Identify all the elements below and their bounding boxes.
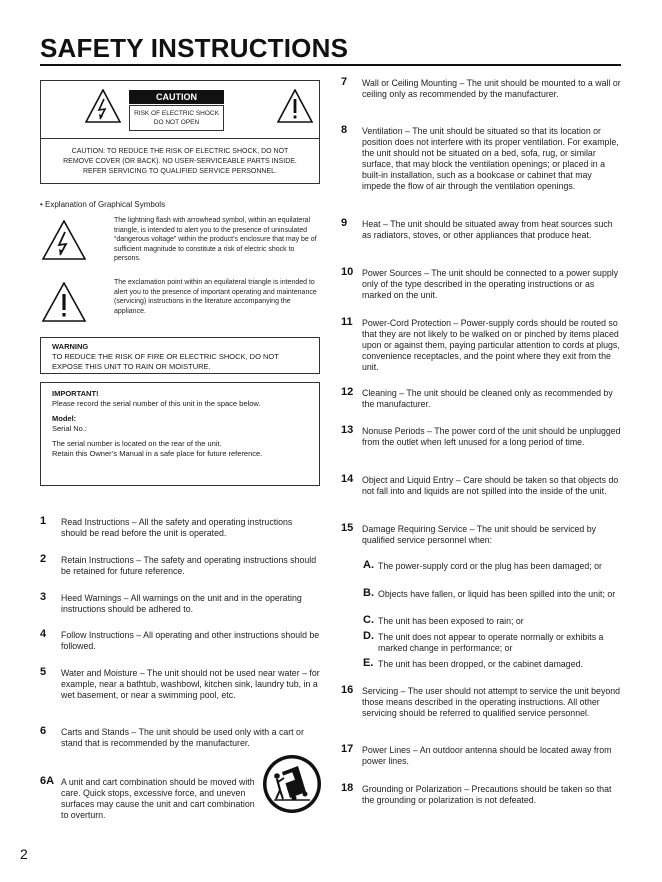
- item-text: Grounding or Polarization – Precautions should be taken so that the grounding or polarization is not defeated.: [362, 784, 612, 805]
- page-title: SAFETY INSTRUCTIONS: [40, 33, 349, 63]
- instruction-item: [341, 784, 621, 806]
- condition-letter: B.: [363, 587, 374, 599]
- important-text: Please record the serial number of this unit in the space below.: [52, 398, 261, 408]
- service-condition-item: [363, 616, 621, 627]
- caution-text-line2: REMOVE COVER (OR BACK). NO USER-SERVICEABLE PARTS INSIDE.: [63, 158, 297, 165]
- instruction-item: [40, 593, 310, 615]
- item-text: Heed Warnings – All warnings on the unit and in the operating instructions should be adhered to.: [61, 593, 302, 614]
- retain-manual-note: Retain this Owner’s Manual in a safe place for future reference.: [52, 448, 263, 458]
- condition-letter: D.: [363, 630, 374, 642]
- item-text: Water and Moisture – The unit should not be used near water – for example, near a bathtub, washbowl, kitchen sink, laundry tub, in a wet basement, or near a swimming pool, etc.: [61, 668, 320, 700]
- instruction-item: [341, 475, 621, 497]
- condition-text: The unit has been dropped, or the cabinet damaged.: [378, 659, 583, 669]
- item-text: Damage Requiring Service – The unit should be serviced by qualified service personnel when:: [362, 524, 597, 545]
- caution-symbols-row: [41, 81, 319, 139]
- item-number: 7: [341, 76, 348, 88]
- item-text: Power Sources – The unit should be connected to a power supply only of the type described in the operating instructions or as marked on the unit.: [362, 268, 619, 300]
- service-condition-item: [363, 561, 621, 572]
- item-text: Servicing – The user should not attempt to service the unit beyond those means described in the operating instructions. All other servicing should be referred to qualified service personnel.: [362, 686, 621, 718]
- item-text: Read Instructions – All the safety and operating instructions should be read before the unit is operated.: [61, 517, 293, 538]
- lightning-symbol-explanation: The lightning flash with arrowhead symbol, within an equilateral triangle, is intended to alert you to the presence of uninsulated “dangerous voltage” within the product’s enclosure that may be of sufficient magnitude to constitute a risk of electric shock to persons.: [114, 217, 317, 263]
- condition-letter: A.: [363, 559, 374, 571]
- instruction-item: [40, 777, 260, 821]
- instruction-item: [341, 268, 621, 301]
- condition-text: The unit has been exposed to rain; or: [378, 616, 524, 626]
- item-text: Wall or Ceiling Mounting – The unit should be mounted to a wall or ceiling only as recommended by the manufacturer.: [362, 78, 621, 99]
- exclamation-symbol-row: [40, 278, 322, 326]
- instruction-item: [40, 668, 322, 701]
- item-text: Nonuse Periods – The power cord of the unit should be unplugged from the outlet when left unused for a long period of time.: [362, 426, 621, 447]
- caution-text-line1: CAUTION: TO REDUCE THE RISK OF ELECTRIC SHOCK, DO NOT: [71, 148, 289, 155]
- instruction-item: [40, 517, 310, 539]
- item-number: 17: [341, 743, 354, 755]
- service-condition-item: [363, 632, 621, 654]
- item-number: 12: [341, 386, 354, 398]
- warning-text: TO REDUCE THE RISK OF FIRE OR ELECTRIC SHOCK, DO NOT EXPOSE THIS UNIT TO RAIN OR MOISTURE.: [52, 352, 279, 371]
- title-rule: [40, 64, 621, 66]
- item-text: Cleaning – The unit should be cleaned only as recommended by the manufacturer.: [362, 388, 613, 409]
- important-heading: IMPORTANT!: [52, 389, 99, 398]
- instruction-item: [341, 745, 621, 767]
- item-text: Ventilation – The unit should be situated so that its location or position does not interfere with its proper ventilation. For example, the unit should not be situated on a bed, sofa, rug, or similar surface, that may block the ventilation openings; or placed in a built-in installation, such as a bookcase or cabinet that may impede the flow of air through the ventilation openings.: [362, 126, 619, 191]
- symbols-heading: • Explanation of Graphical Symbols: [40, 200, 166, 209]
- caution-box: [40, 80, 320, 184]
- item-text: A unit and cart combination should be moved with care. Quick stops, excessive force, and uneven surfaces may cause the unit and cart combination to overturn.: [61, 777, 255, 820]
- item-number: 13: [341, 424, 354, 436]
- model-label: Model:: [52, 414, 77, 423]
- item-number: 6: [40, 725, 47, 737]
- caution-subtext-line1: RISK OF ELECTRIC SHOCK: [134, 110, 219, 117]
- item-number: 9: [341, 217, 348, 229]
- item-number: 5: [40, 666, 47, 678]
- lightning-symbol-row: [40, 216, 322, 268]
- page-number: 2: [20, 846, 28, 862]
- item-number: 4: [40, 628, 47, 640]
- condition-letter: C.: [363, 614, 374, 626]
- instruction-item: [341, 219, 621, 241]
- instruction-item: [40, 630, 320, 652]
- important-box: [40, 382, 320, 486]
- exclamation-warning-icon: [277, 89, 313, 123]
- service-condition-item: [363, 589, 621, 600]
- caution-text-line3: REFER SERVICING TO QUALIFIED SERVICE PERSONNEL.: [83, 168, 277, 175]
- item-text: Retain Instructions – The safety and operating instructions should be retained for future reference.: [61, 555, 317, 576]
- instruction-item: [40, 727, 315, 749]
- caution-subtext-line2: DO NOT OPEN: [153, 119, 200, 126]
- instruction-item: [341, 686, 621, 719]
- lightning-triangle-icon: [42, 220, 86, 260]
- item-text: Follow Instructions – All operating and other instructions should be followed.: [61, 630, 320, 651]
- cart-warning-icon: [262, 754, 322, 814]
- condition-letter: E.: [363, 657, 374, 669]
- exclamation-triangle-icon: [42, 282, 86, 322]
- warning-heading: WARNING: [52, 342, 89, 351]
- warning-box: [40, 337, 320, 374]
- item-text: Power Lines – An outdoor antenna should be located away from power lines.: [362, 745, 612, 766]
- item-text: Power-Cord Protection – Power-supply cords should be routed so that they are not likely to be walked on or pinched by items placed upon or against them, paying particular attention to cords at plugs, convenience receptacles, and the point where they exit from the unit.: [362, 318, 620, 372]
- exclamation-symbol-explanation: The exclamation point within an equilateral triangle is intended to alert you to the presence of important operating and maintenance (servicing) instructions in the literature accompanying the appliance.: [114, 279, 317, 315]
- instruction-item: [341, 318, 621, 373]
- instruction-item: [40, 555, 320, 577]
- item-number: 2: [40, 553, 47, 565]
- condition-text: The unit does not appear to operate normally or exhibits a marked change in performance; or: [378, 632, 604, 653]
- instruction-item: [341, 126, 621, 192]
- serial-label: Serial No.:: [52, 423, 88, 433]
- item-number: 10: [341, 266, 354, 278]
- item-number: 14: [341, 473, 354, 485]
- instruction-item: [341, 524, 621, 546]
- item-text: Carts and Stands – The unit should be used only with a cart or stand that is recommended by the manufacturer.: [61, 727, 304, 748]
- item-text: Object and Liquid Entry – Care should be taken so that objects do not fall into and liquids are not spilled into the inside of the unit.: [362, 475, 619, 496]
- caution-text: [41, 139, 319, 177]
- item-text: Heat – The unit should be situated away from heat sources such as radiators, stoves, or other appliances that produce heat.: [362, 219, 613, 240]
- service-condition-item: [363, 659, 621, 670]
- instruction-item: [341, 388, 621, 410]
- lightning-warning-icon: [85, 89, 121, 123]
- item-number: 6A: [40, 775, 55, 787]
- item-number: 11: [341, 316, 353, 328]
- caution-label: CAUTION: [129, 90, 224, 104]
- item-number: 3: [40, 591, 47, 603]
- item-number: 1: [40, 515, 47, 527]
- serial-location-note: The serial number is located on the rear of the unit.: [52, 439, 222, 448]
- item-number: 8: [341, 124, 348, 136]
- item-number: 18: [341, 782, 354, 794]
- item-number: 15: [341, 522, 354, 534]
- instruction-item: [341, 78, 621, 100]
- instruction-item: [341, 426, 621, 448]
- caution-subtext: [129, 105, 224, 131]
- condition-text: The power-supply cord or the plug has been damaged; or: [378, 561, 602, 571]
- item-number: 16: [341, 684, 354, 696]
- condition-text: Objects have fallen, or liquid has been spilled into the unit; or: [378, 589, 616, 599]
